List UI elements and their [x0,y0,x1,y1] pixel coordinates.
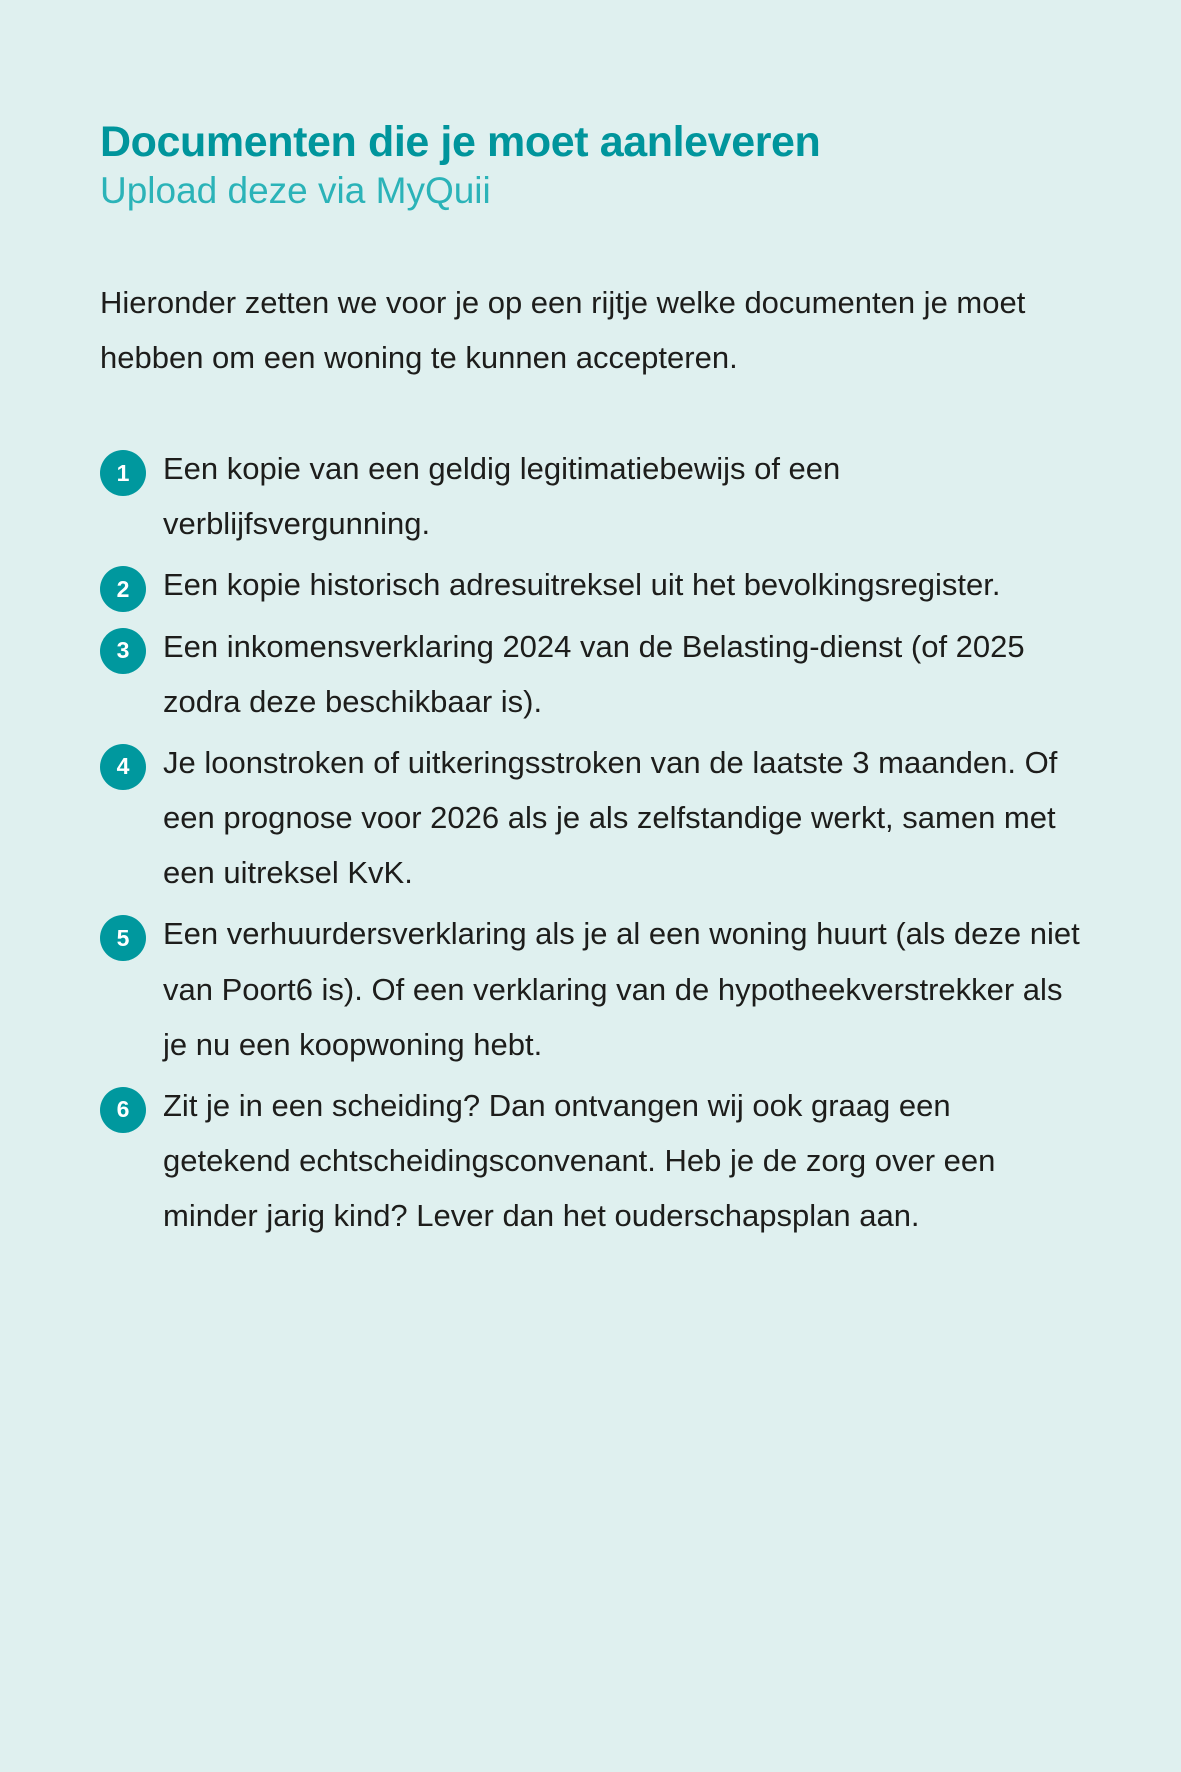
list-item-number: 3 [100,628,146,674]
list-item-label: Een inkomensverklaring 2024 van de Belasting-dienst (of 2025 zodra deze beschikbaar is). [163,628,1025,719]
list-item-number: 4 [100,744,146,790]
documents-list [100,441,1081,1243]
list-item-number: 2 [100,566,146,612]
list-item-label: Zit je in een scheiding? Dan ontvangen wij ook graag een getekend echtscheidingsconvenant. Heb je de zorg over een minder jarig kind? Lever dan het ouderschapsplan aan. [163,1087,996,1234]
list-item-label: Een verhuurdersverklaring als je al een woning huurt (als deze niet van Poort6 is). Of een verklaring van de hypotheekverstrekker als je nu een koopwoning hebt. [163,916,1080,1062]
page-subtitle: Upload deze via MyQuii [100,170,491,212]
list-item [100,619,1081,729]
list-item-number: 5 [100,915,146,961]
list-item [100,1078,1081,1244]
list-item [100,441,1081,551]
list-item-label: Je loonstroken of uitkeringsstroken van de laatste 3 maanden. Of een prognose voor 2026 als je als zelfstandige werkt, samen met een uitreksel KvK. [163,744,1058,891]
page-title: Documenten die je moet aanleveren [100,118,821,166]
intro-paragraph: Hieronder zetten we voor je op een rijtje welke documenten je moet hebben om een woning te kunnen accepteren. [100,284,1026,375]
list-item-label: Een kopie van een geldig legitimatiebewijs of een verblijfsvergunning. [163,451,841,542]
list-item [100,557,1081,612]
list-item-number: 6 [100,1087,146,1133]
list-item [100,906,1081,1072]
list-item-label: Een kopie historisch adresuitreksel uit het bevolkingsregister. [163,567,1001,603]
list-item-number: 1 [100,450,146,496]
list-item [100,735,1081,901]
